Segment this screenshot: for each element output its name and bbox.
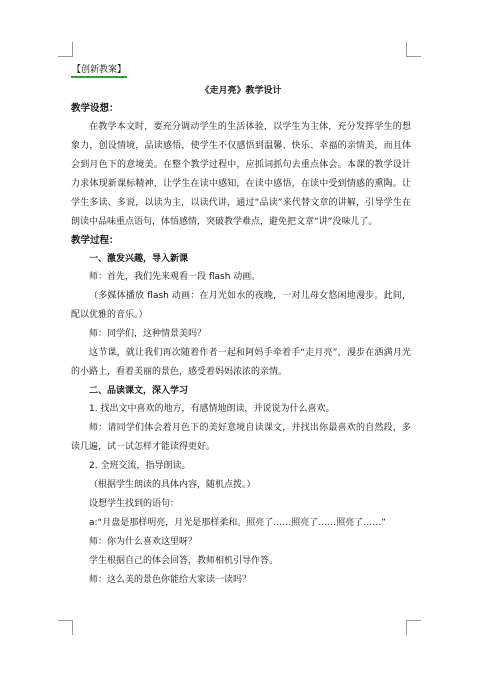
step1-paragraph-3: 师：同学们，这种情景美吗？ bbox=[89, 329, 207, 339]
step2-paragraph-8: 学生根据自己的体会回答，教师相机引导作答。 bbox=[89, 556, 279, 566]
step2-paragraph-9: 师：这么美的景色你能给大家读一读吗？ bbox=[89, 575, 252, 585]
step1-heading: 一、激发兴趣，导入新课 bbox=[89, 254, 189, 264]
process-heading: 教学过程： bbox=[71, 235, 119, 246]
step2-heading: 二、品读课文，深入学习 bbox=[89, 386, 189, 396]
step2-paragraph-7: 师：你为什么喜欢这里呀？ bbox=[89, 537, 198, 547]
step2-paragraph-5: 设想学生找到的语句： bbox=[89, 499, 180, 509]
design-paragraph: 在教学本文时，要充分调动学生的生活体验，以学生为主体，充分发挥学生的想象力，创设情境，品读感悟，使学生不仅感悟到温馨、快乐、幸福的亲情美，而且体会到月色下的意境美。在整个教学过程中，应抓词抓句去重点体会。本课的教学设计力求体现新课标精神，让学生在读中感知，在读中感悟，在读中受到情感的熏陶。让学生多读、多说，以读为主，以读代讲，通过“品读”来代替文章的讲解，引导学生在朗读中品味重点语句，体悟感情，突破教学难点，避免把文章“讲”没味儿了。 bbox=[71, 122, 411, 227]
step2-paragraph-3: 2. 全班交流，指导朗读。 bbox=[89, 461, 191, 471]
design-heading: 教学设想： bbox=[71, 103, 119, 114]
document-title: 《走月亮》教学设计 bbox=[200, 86, 282, 96]
step2-paragraph-1: 1. 找出文中喜欢的地方，有感情地朗读，并说说为什么喜欢。 bbox=[89, 404, 335, 414]
step2-paragraph-6: a:“月盘是那样明亮，月光是那样柔和。照亮了……照亮了……照亮了……” bbox=[89, 518, 386, 528]
document-body bbox=[71, 60, 411, 590]
crop-mark-top-right bbox=[406, 42, 421, 57]
step2-paragraph-4: （根据学生朗读的具体内容，随机点拨。） bbox=[89, 480, 256, 490]
crop-mark-bottom-left bbox=[58, 620, 73, 635]
crop-mark-top-left bbox=[58, 42, 73, 57]
step2-paragraph-2: 师：请同学们体会着月色下的美好意境自读课文，并找出你最喜欢的自然段，多读几遍，试一试怎样才能读得更好。 bbox=[71, 423, 411, 452]
step1-paragraph-4: 这节课，就让我们再次随着作者一起和阿妈手牵着手“走月亮”，漫步在洒满月光的小路上，看着美丽的景色，感受着妈妈浓浓的亲情。 bbox=[71, 348, 411, 377]
crop-mark-bottom-right bbox=[406, 620, 421, 635]
step1-paragraph-2: （多媒体播放 flash 动画：在月光如水的夜晚，一对儿母女悠闲地漫步。此间，配以优雅的音乐。） bbox=[71, 291, 411, 320]
innovation-tag: 【创新教案】 bbox=[71, 64, 127, 78]
step1-paragraph-1: 师：首先，我们先来观看一段 flash 动画。 bbox=[89, 272, 261, 282]
